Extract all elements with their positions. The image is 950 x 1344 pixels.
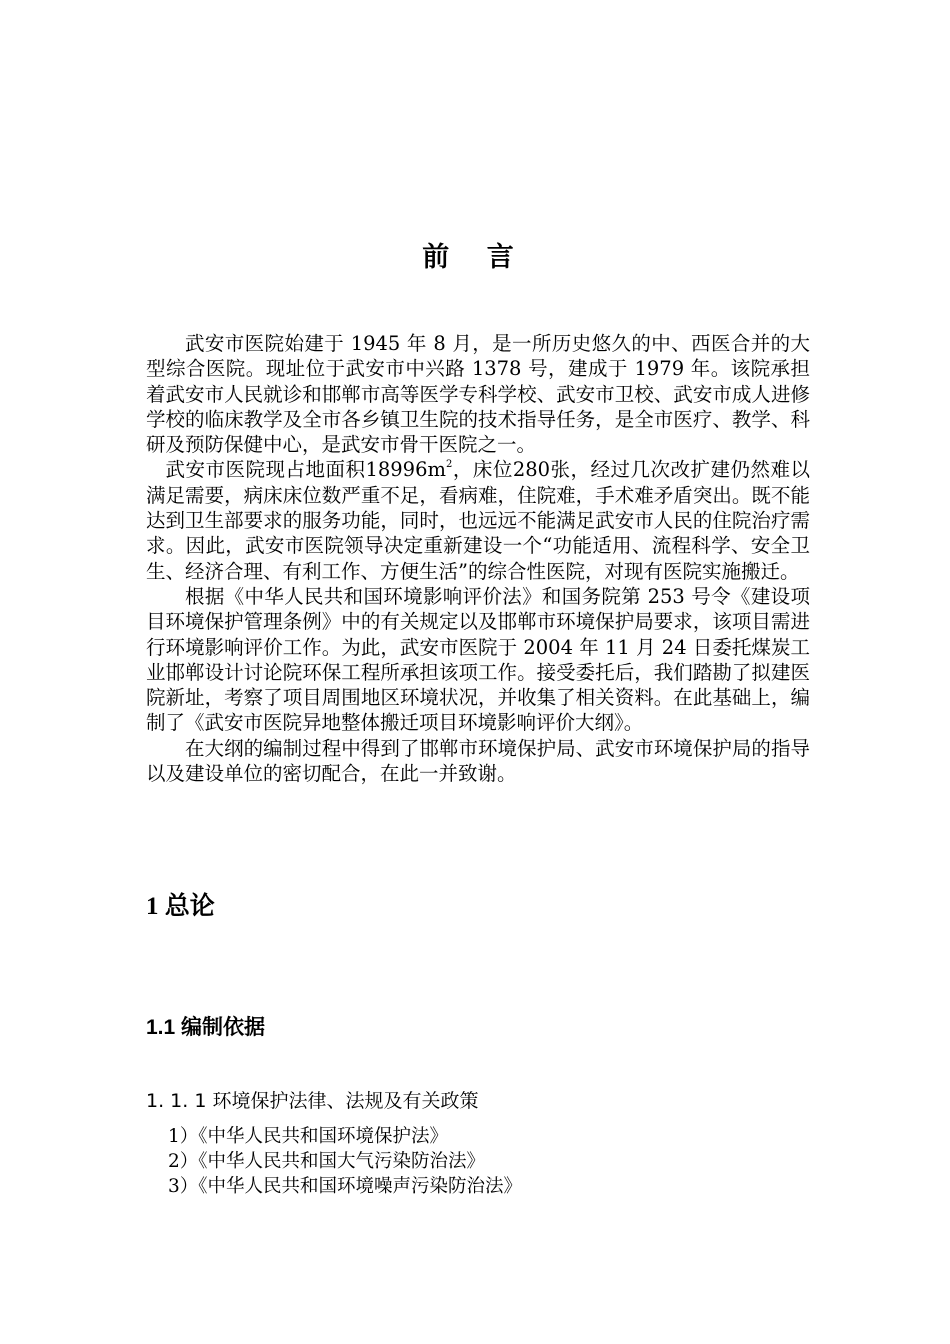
list-item: 1）《中华人民共和国环境保护法》: [168, 1126, 449, 1147]
subsection-heading-basis: 1.1 编制依据: [146, 1016, 266, 1039]
law-list: [168, 1124, 522, 1199]
area-unit-superscript: 2: [445, 459, 453, 471]
area-text: 武安市医院现占地面积18996m: [165, 458, 446, 482]
preface-paragraph-3: 根据《中华人民共和国环境影响评价法》和国务院第 253 号令《建设项目环境保护管理条例》中的有关规定以及邯郸市环境保护局要求，该项目需进行环境影响评价工作。为此，武安市医院于 2004 年 11 月 24 日委托煤炭工业邯郸设计讨论院环保工程所承担该项工作。接受委托后，我们踏勘了拟建医院新址，考察了项目周围地区环境状况，并收集了相关资料。在此基础上，编制了《武安市医院异地整体搬迁项目环境影响评价大纲》。: [146, 584, 810, 735]
preface-paragraph-2: [146, 457, 810, 583]
preface-paragraph-4: 在大纲的编制过程中得到了邯郸市环境保护局、武安市环境保护局的指导以及建设单位的密切配合，在此一并致谢。: [146, 736, 810, 786]
list-item: 2）《中华人民共和国大气污染防治法》: [168, 1151, 486, 1172]
section-heading-general: 1 总论: [146, 893, 215, 920]
list-item: 3）《中华人民共和国环境噪声污染防治法》: [168, 1176, 523, 1197]
preface-paragraph-1: 武安市医院始建于 1945 年 8 月，是一所历史悠久的中、西医合并的大型综合医院。现址位于武安市中兴路 1378 号，建成于 1979 年。该院承担着武安市人民就诊和邯郸市高等医学专科学校、武安市卫校、武安市成人进修学校的临床教学及全市各乡镇卫生院的技术指导任务，是全市医疗、教学、科研及预防保健中心，是武安市骨干医院之一。: [146, 332, 810, 457]
preface-body: [146, 331, 810, 786]
preface-title: 前 言: [422, 242, 528, 273]
preface-paragraph-2-rest: ，床位280张，经过几次改扩建仍然难以满足需要，病床床位数严重不足，看病难，住院难，手术难矛盾突出。既不能达到卫生部要求的服务功能，同时，也远远不能满足武安市人民的住院治疗需求。因此，武安市医院领导决定重新建设一个“功能适用、流程科学、安全卫生、经济合理、有利工作、方便生活”的综合性医院，对现有医院实施搬迁。: [146, 458, 810, 583]
subsubsection-heading-laws: 1. 1. 1 环境保护法律、法规及有关政策: [146, 1090, 479, 1112]
